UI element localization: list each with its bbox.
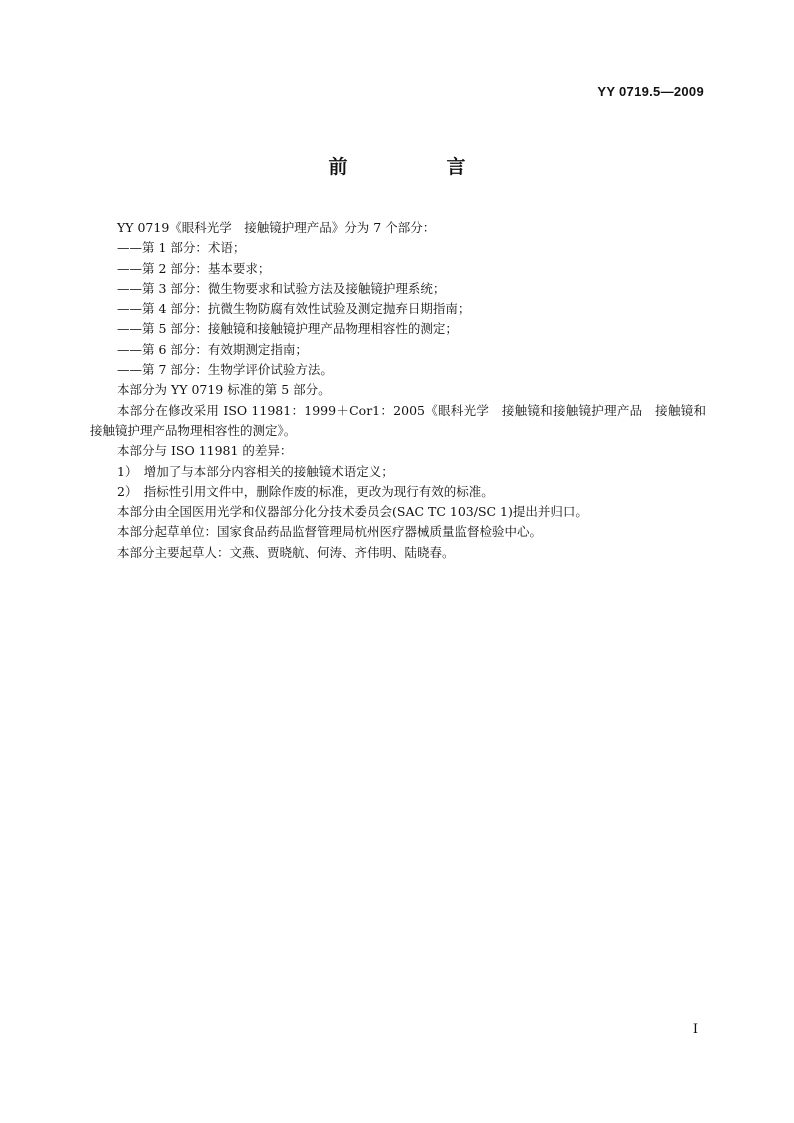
body-paragraph: 本部分由全国医用光学和仪器部分化分技术委员会(SAC TC 103/SC 1)提出并归口。 <box>117 504 588 520</box>
body-paragraph: 本部分为 YY 0719 标准的第 5 部分。 <box>117 382 331 398</box>
page-title: 前 言 <box>328 156 506 178</box>
body-paragraph: 本部分与 ISO 11981 的差异： <box>117 443 293 459</box>
body-paragraph: 本部分主要起草人：文燕、贾晓航、何涛、齐伟明、陆晓春。 <box>117 544 455 560</box>
list-item: ——第 3 部分：微生物要求和试验方法及接触镜护理系统； <box>117 280 446 296</box>
list-item: ——第 1 部分：术语； <box>117 240 246 256</box>
difference-item: 2） 指标性引用文件中，删除作废的标准，更改为现行有效的标准。 <box>117 483 494 499</box>
list-item: ——第 2 部分：基本要求； <box>117 260 271 276</box>
page-number: I <box>692 1022 698 1037</box>
body-paragraph-adoption: 本部分在修改采用 ISO 11981：1999＋Cor1：2005《眼科光学 接触镜和接触镜护理产品 接触镜和接触镜护理产品物理相容性的测定》。 <box>90 402 706 438</box>
body-paragraph: 本部分起草单位：国家食品药品监督管理局杭州医疗器械质量监督检验中心。 <box>117 524 543 540</box>
list-item: ——第 5 部分：接触镜和接触镜护理产品物理相容性的测定； <box>117 321 458 337</box>
difference-item: 1） 增加了与本部分内容相关的接触镜术语定义； <box>117 463 394 479</box>
list-item: ——第 4 部分：抗微生物防腐有效性试验及测定抛弃日期指南； <box>117 301 471 317</box>
intro-paragraph: YY 0719《眼科光学 接触镜护理产品》分为 7 个部分： <box>117 220 436 235</box>
list-item: ——第 6 部分：有效期测定指南； <box>117 341 308 357</box>
standard-code: YY 0719.5—2009 <box>597 84 704 99</box>
list-item: ——第 7 部分：生物学评价试验方法。 <box>117 362 333 378</box>
document-body <box>90 218 706 563</box>
